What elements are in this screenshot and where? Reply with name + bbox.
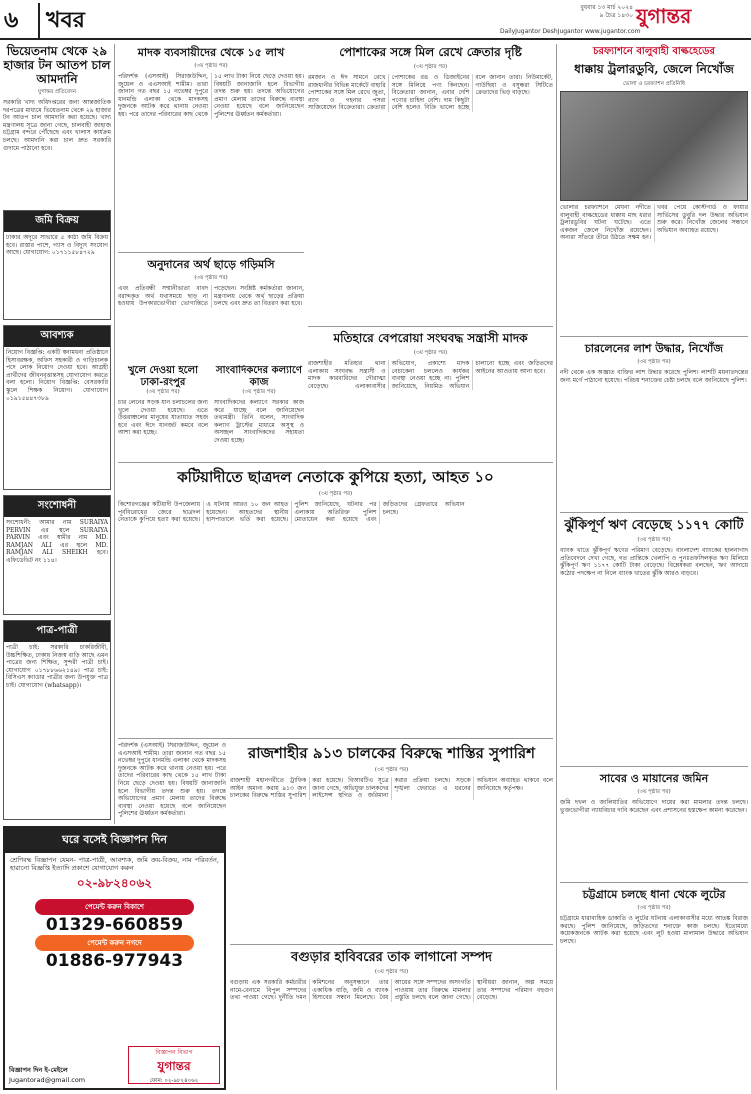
article-headline: ভিয়েতনাম থেকে ২৯ হাজার টন আতপ চাল আমদানি <box>3 44 111 86</box>
article-headline: মতিহারে বেপরোয়া সংঘবদ্ধ সন্ত্রাসী মাদক <box>333 331 528 345</box>
article-body: রাজশাহী মহানগরীতে ট্রাফিক আইন অমান্য করায় ৯১৩ জন চালকের বিরুদ্ধে শাস্তির সুপারিশ করা হয়েছে। বিআরটিএ সূত্রে জানা গেছে, অভিযুক্ত চালকদের লাইসেন্স স্থগিত ও জরিমানা করার প্রক্রিয়া চলছে। সড়কে শৃঙ্খলা ফেরাতে এ ধরনের অভিযান অব্যাহত থাকবে বলে জানিয়েছে কর্তৃপক্ষ। <box>230 777 553 800</box>
katiadi-article <box>118 466 553 736</box>
classified-heading: জমি বিক্রয় <box>4 211 110 232</box>
article-headline: মাদক ব্যবসায়ীদের থেকে ১৫ লাখ <box>137 46 285 59</box>
page-number: ৬ <box>4 7 19 33</box>
divider <box>308 326 553 327</box>
article-body: জমি দখল ও জালিয়াতির অভিযোগে দায়ের করা মামলার তদন্ত চলছে। ভুক্তভোগীরা ন্যায়বিচার দাবি করেছেন এবং প্রশাসনের হস্তক্ষেপ কামনা করেছেন। <box>560 799 748 814</box>
article-headline: খুলে দেওয়া হলো ঢাকা-রংপুর <box>127 365 199 388</box>
article-jump: (৩য় পৃষ্ঠার পর) <box>374 767 409 773</box>
divider <box>560 766 748 767</box>
ad-dept-logo <box>128 1046 220 1084</box>
drug-dealer-article <box>118 44 304 249</box>
divider <box>118 462 553 463</box>
classified-heading: সংশোধনী <box>4 496 110 517</box>
nagad-label: পেমেন্ট করুন নগদে <box>35 935 194 951</box>
classified-ad-promo <box>3 826 226 1090</box>
dress-article <box>308 44 553 324</box>
divider <box>560 882 748 883</box>
journalist-welfare-article <box>214 365 304 455</box>
bogura-article <box>230 948 553 1090</box>
classified-body: পাত্রী চাই: সরকারি চাকরিজীবী, উচ্চশিক্ষিত, ঢাকায় নিজস্ব বাড়ি আছে এমন পাত্রের জন্য শিক্ষিত, সুন্দরী পাত্রী চাই। যোগাযোগ ০১৭৮৮৬৬২১৪৯। পাত্র চাই: বিসিএস ক্যাডার পাত্রীর জন্য উপযুক্ত পাত্র চাই। যোগাযোগ (whatsapp)। <box>6 644 108 689</box>
needed-classified <box>3 325 111 490</box>
correction-classified <box>3 495 111 615</box>
divider <box>118 738 553 739</box>
article-body: বগুড়ায় এক সরকারি কর্মচারীর নামে-বেনামে বিপুল সম্পদের তথ্য পাওয়া গেছে। দুর্নীতি দমন কমিশনের অনুসন্ধানে তার একাধিক বাড়ি, জমি ও ব্যাংক হিসাবের সন্ধান মিলেছে। বৈধ আয়ের সঙ্গে সম্পদের অসংগতি পাওয়ায় তার বিরুদ্ধে মামলার প্রস্তুতি চলছে বলে জানা গেছে। স্থানীয়রা জানান, অল্প সময়ে তার সম্পদের পরিমাণ বহুগুণ বেড়েছে। <box>230 979 553 1002</box>
classified-heading: পাত্র-পাত্রী <box>4 621 110 642</box>
article-kicker: চরফ্যাশনে বালুবাহী বাল্কহেডের <box>592 46 716 57</box>
article-body: সাংবাদিকদের কল্যাণে সরকার কাজ করে যাচ্ছে বলে জানিয়েছেন তথ্যমন্ত্রী। তিনি বলেন, সাংবাদিক কল্যাণ ট্রাস্টের মাধ্যমে অসুস্থ ও অসচ্ছল সাংবাদিকদের সহায়তা দেওয়া হচ্ছে। <box>214 399 304 444</box>
article-body: চট্টগ্রামে ধারাবাহিক ডাকাতি ও লুটের ঘটনায় এলাকাবাসীর মধ্যে আতঙ্ক বিরাজ করছে। পুলিশ জানিয়েছে, জড়িতদের শনাক্তে কাজ চলছে। ইতোমধ্যে কয়েকজনকে আটক করা হয়েছে এবং লুট হওয়া মালামাল উদ্ধারে অভিযান চলছে। <box>560 915 748 945</box>
trawler-photo <box>560 91 748 201</box>
grant-delay-article <box>118 256 304 361</box>
article-jump: (৩য় পৃষ্ঠার পর) <box>194 275 228 281</box>
body-recovered-article <box>560 340 748 510</box>
article-body: পরিদর্শক (এসআই) সিরাজউদ্দিন, জুয়েল ও এএসআই শামীম। তারা জানান গত বছর ১৫ নভেম্বর দুপুরে ধানমন্ডি এলাকা থেকে মাদকসহ দুজনকে আটক করে থানায় নেওয়া হয়। পরে তাদের পরিবারের কাছ থেকে ১৫ লাখ টাকা নিয়ে ছেড়ে দেওয়া হয়। বিষয়টি জানাজানি হলে বিভাগীয় তদন্ত শুরু হয়। তদন্তে অভিযোগের প্রমাণ মেলায় তাদের বিরুদ্ধে ব্যবস্থা নেওয়া হয়েছে বলে জানিয়েছেন পুলিশের ঊর্ধ্বতন কর্মকর্তারা। <box>118 742 226 818</box>
rajshahi-drivers-article <box>230 742 553 942</box>
article-jump: (৩য় পৃষ্ঠার পর) <box>146 389 180 395</box>
land-sale-classified <box>3 210 111 320</box>
section-title: খবর <box>38 3 85 40</box>
divider <box>230 944 553 945</box>
email-label: বিজ্ঞাপন দিন ই-মেইলে <box>9 1066 68 1074</box>
nagad-number[interactable]: 01886-977943 <box>45 951 184 971</box>
article-jump: (৩য় পৃষ্ঠার পর) <box>374 969 409 975</box>
article-body: রাজশাহীর মতিহার থানা এলাকায় সংঘবদ্ধ সন্ত্রাসী ও মাদক কারবারিদের দৌরাত্ম্য বেড়েছে। এলাকাবাসীর অভিযোগ, প্রকাশ্যে মাদক বেচাকেনা চললেও কার্যকর ব্যবস্থা নেওয়া হচ্ছে না। পুলিশ জানিয়েছে, নিয়মিত অভিযান চালানো হচ্ছে এবং জড়িতদের আইনের আওতায় আনা হবে। <box>308 360 553 390</box>
article-body: চার লেনের সড়ক যান চলাচলের জন্য খুলে দেওয়া হয়েছে। এতে উত্তরাঞ্চলের মানুষের যাতায়াত সহজ হবে এবং ঈদে যানজট কমবে বলে আশা করা হচ্ছে। <box>118 399 208 437</box>
divider <box>560 512 748 513</box>
article-body: এবং প্রতিবন্ধী সম্মানীভাতা বাবদ বরাদ্দকৃত অর্থ যথাসময়ে ছাড় না হওয়ায় উপকারভোগীরা ভোগান্তিতে পড়েছেন। সংশ্লিষ্ট কর্মকর্তারা জানান, মন্ত্রণালয় থেকে অর্থ ছাড়ের প্রক্রিয়া চলছে এবং দ্রুত তা বিতরণ করা হবে। <box>118 285 304 308</box>
article-headline: ধাক্কায় ট্রলারডুবি, জেলে নিখোঁজ <box>574 62 734 76</box>
article-jump: (৩য় পৃষ্ঠার পর) <box>637 905 671 911</box>
divider <box>118 252 304 253</box>
ad-email[interactable]: Jugantorad@gmail.com <box>9 1076 86 1084</box>
motihar-article <box>308 330 553 460</box>
article-jump: (৩য় পৃষ্ঠার পর) <box>637 789 671 795</box>
article-headline: বগুড়ার হাবিবরের তাক লাগানো সম্পদ <box>291 950 492 965</box>
divider <box>560 336 748 337</box>
ad-description: শ্রেণিবদ্ধ বিজ্ঞাপন যেমন- পাত্র-পাত্রী, আবশ্যক, জমি ক্রয়-বিক্রয়, নাম পরিবর্তন, হারানো বিজ্ঞপ্তি ইত্যাদি প্রকাশে যোগাযোগ করুন <box>10 856 219 872</box>
classified-body: নিয়োগ বিজ্ঞপ্তি: একটি স্বনামধন্য প্রতিষ্ঠানে হিসাবরক্ষক, অফিস সহকারী ও গাড়িচালক পদে লোক নিয়োগ দেওয়া হবে। আগ্রহী প্রার্থীদের জীবনবৃত্তান্তসহ যোগাযোগ করতে বলা হলো। নিয়োগ বিজ্ঞপ্তি: বেসরকারি স্কুলে শিক্ষক নিয়োগ। যোগাযোগ ০১৯১৫৪৪৭৩৮৯ <box>6 349 108 402</box>
charfashion-article <box>560 44 748 334</box>
date-line: বুধবার ১৩ মার্চ ২০২৪ ৯ চৈত্র ১৪৩০ <box>580 4 633 19</box>
column-rule <box>556 44 557 1090</box>
article-jump: (৩য় পৃষ্ঠার পর) <box>637 537 671 543</box>
article-body: কিশোরগঞ্জের কটিয়াদী উপজেলায় পূর্ববিরোধের জেরে ছাত্রদল নেতাকে কুপিয়ে হত্যা করা হয়েছে। এ ঘটনায় আরও ১০ জন আহত হয়েছেন। আহতদের স্থানীয় হাসপাতালে ভর্তি করা হয়েছে। পুলিশ জানিয়েছে, ঘটনার পর এলাকায় অতিরিক্ত পুলিশ মোতায়েন করা হয়েছে এবং জড়িতদের গ্রেফতারে অভিযান চলছে। <box>118 501 465 524</box>
classified-body: ঢাকার অদূরে সাভারে ৫ কাঠা জমি বিক্রয় হবে। রাস্তার পাশে, গ্যাস ও বিদ্যুৎ সংযোগ আছে। যোগাযোগ: ০১৭১১৫৮৪৭২৯ <box>6 234 108 257</box>
ad-phone[interactable]: ০২-৯৮২৪০৬২ <box>76 876 153 890</box>
drug-dealer-continued <box>118 742 226 822</box>
bkash-label: পেমেন্ট করুন বিকাশে <box>35 899 194 915</box>
article-headline: চারলেনের লাশ উদ্ধার, নিখোঁজ <box>584 342 724 355</box>
ad-dept-brand: যুগান্তর <box>157 1059 191 1073</box>
article-jump: (৩য় পৃষ্ঠার পর) <box>242 389 276 395</box>
road-open-article <box>118 365 208 455</box>
chattogram-article <box>560 886 748 1090</box>
article-headline: ঝুঁকিপূর্ণ ঋণ বেড়েছে ১১৭৭ কোটি <box>564 518 744 533</box>
article-headline: অনুদানের অর্থ ছাড়ে গড়িমসি <box>147 258 275 271</box>
page-header <box>0 0 751 40</box>
ad-dept: বিজ্ঞাপন বিভাগ <box>155 1049 193 1056</box>
risky-loan-article <box>560 516 748 764</box>
article-body: নদী থেকে এক অজ্ঞাত ব্যক্তির লাশ উদ্ধার করেছে পুলিশ। লাশটি ময়নাতদন্তের জন্য মর্গে পাঠানো হয়েছে। পরিচয় শনাক্তের চেষ্টা চলছে বলে জানিয়েছে পুলিশ। <box>560 369 748 384</box>
article-headline: রাজশাহীর ৯১৩ চালকের বিরুদ্ধে শাস্তির সুপারিশ <box>248 744 535 762</box>
ad-headline: ঘরে বসেই বিজ্ঞাপন দিন <box>5 828 224 853</box>
article-body: রমজান ও ঈদ সামনে রেখে রাজধানীর বিভিন্ন মার্কেটে বাহারি পোশাকের সঙ্গে মিল রেখে জুতা, ব্যাগ ও গহনার পসরা সাজিয়েছেন বিক্রেতারা। ক্রেতারা পোশাকের রঙ ও ডিজাইনের সঙ্গে মিলিয়ে পণ্য কিনছেন। বিক্রেতারা জানান, এবার দেশি পণ্যের চাহিদা বেশি। দাম কিছুটা বেশি হলেও বিক্রি ভালো হচ্ছে বলে জানান তারা। নিউমার্কেট, গাউছিয়া ও বসুন্ধরা সিটিতে ক্রেতাদের ভিড় বাড়ছে। <box>308 74 553 112</box>
article-headline: সাংবাদিকদের কল্যাণে কাজ <box>216 365 302 388</box>
article-headline: পোশাকের সঙ্গে মিল রেখে ক্রেতার দৃষ্টি <box>339 45 522 59</box>
newspaper-logo: যুগান্তর <box>636 4 692 28</box>
bkash-number[interactable]: 01329-660859 <box>45 915 184 935</box>
column-rule <box>114 44 115 824</box>
article-byline: যুগান্তর প্রতিবেদন <box>37 89 77 95</box>
vietnam-article <box>3 44 111 204</box>
classified-body: সংশোধনী: আমার নাম SURAIYA PERVIN এর স্থলে SURAIYA PARVIN এবং স্বামীর নাম MD. RAMJAN ALI এর স্থলে MD. RAMJAN ALI SHEIKH হবে। এফিডেভিট নং ১১৪। <box>6 519 108 564</box>
classified-heading: আবশ্যক <box>4 326 110 347</box>
ad-dept-phone: ফোন: ০২-৯৮২৪০৬২ <box>149 1078 199 1084</box>
matrimony-classified <box>3 620 111 820</box>
article-body: ব্যাংক খাতে ঝুঁকিপূর্ণ ঋণের পরিমাণ বেড়েছে। বাংলাদেশ ব্যাংকের হালনাগাদ প্রতিবেদনে দেখা গেছে, গত প্রান্তিকে খেলাপি ও পুনঃতফসিলকৃত ঋণ মিলিয়ে ঝুঁকিপূর্ণ ঋণ ১১৭৭ কোটি টাকা বেড়েছে। বিশ্লেষকরা বলছেন, ঋণ আদায়ে কঠোর পদক্ষেপ না নিলে ব্যাংক খাতের ঝুঁকি আরও বাড়বে। <box>560 547 748 577</box>
article-headline: কটিয়াদীতে ছাত্রদল নেতাকে কুপিয়ে হত্যা, আহত ১০ <box>177 468 494 486</box>
article-jump: (৩য় পৃষ্ঠার পর) <box>318 491 353 497</box>
article-byline: ভোলা ও চরফ্যাশন প্রতিনিধি <box>623 81 685 87</box>
article-jump: (৩য় পৃষ্ঠার পর) <box>194 63 228 69</box>
article-headline: চট্টগ্রামে চলছে ধানা থেকে লুটের <box>582 888 726 901</box>
article-headline: সাবের ও মায়ানের জমিন <box>599 772 709 785</box>
article-body: সরকারি খাদ্য অধিদপ্তরের জন্য আন্তর্জাতিক দরপত্রের মাধ্যমে ভিয়েতনাম থেকে ২৯ হাজার টন আতপ চাল আমদানি করা হয়েছে। খাদ্য মন্ত্রণালয় সূত্রে জানা গেছে, চালবাহী জাহাজ চট্টগ্রাম বন্দরে পৌঁছেছে এবং খালাস কার্যক্রম চলছে। আমদানি করা চাল দ্রুত সরকারি গুদামে পাঠানো হবে। <box>3 99 111 152</box>
social-links[interactable]: DailyJugantor DeshJugantor www.jugantor.com <box>500 28 641 35</box>
article-body: ভোলার চরফ্যাশনে মেঘনা নদীতে বালুবাহী বাল্কহেডের ধাক্কায় মাছ ধরার ট্রলারডুবির ঘটনা ঘটেছে। এতে একজন জেলে নিখোঁজ রয়েছেন। অন্যরা সাঁতরে তীরে উঠতে সক্ষম হন। খবর পেয়ে কোস্টগার্ড ও ফায়ার সার্ভিসের ডুবুরি দল উদ্ধার অভিযান শুরু করে। নিখোঁজ জেলের সন্ধানে অভিযান অব্যাহত রয়েছে। <box>560 204 748 242</box>
article-jump: (৩য় পৃষ্ঠার পর) <box>413 350 448 356</box>
land-article <box>560 770 748 880</box>
article-body: পরিদর্শক (এসআই) সিরাজউদ্দিন, জুয়েল ও এএসআই শামীম। তারা জানান গত বছর ১৫ নভেম্বর দুপুরে ধানমন্ডি এলাকা থেকে মাদকসহ দুজনকে আটক করে থানায় নেওয়া হয়। পরে তাদের পরিবারের কাছ থেকে ১৫ লাখ টাকা নিয়ে ছেড়ে দেওয়া হয়। বিষয়টি জানাজানি হলে বিভাগীয় তদন্ত শুরু হয়। তদন্তে অভিযোগের প্রমাণ মেলায় তাদের বিরুদ্ধে ব্যবস্থা নেওয়া হয়েছে বলে জানিয়েছেন পুলিশের ঊর্ধ্বতন কর্মকর্তারা। <box>118 73 304 118</box>
article-jump: (৩য় পৃষ্ঠার পর) <box>413 64 448 70</box>
article-jump: (৩য় পৃষ্ঠার পর) <box>637 359 671 365</box>
